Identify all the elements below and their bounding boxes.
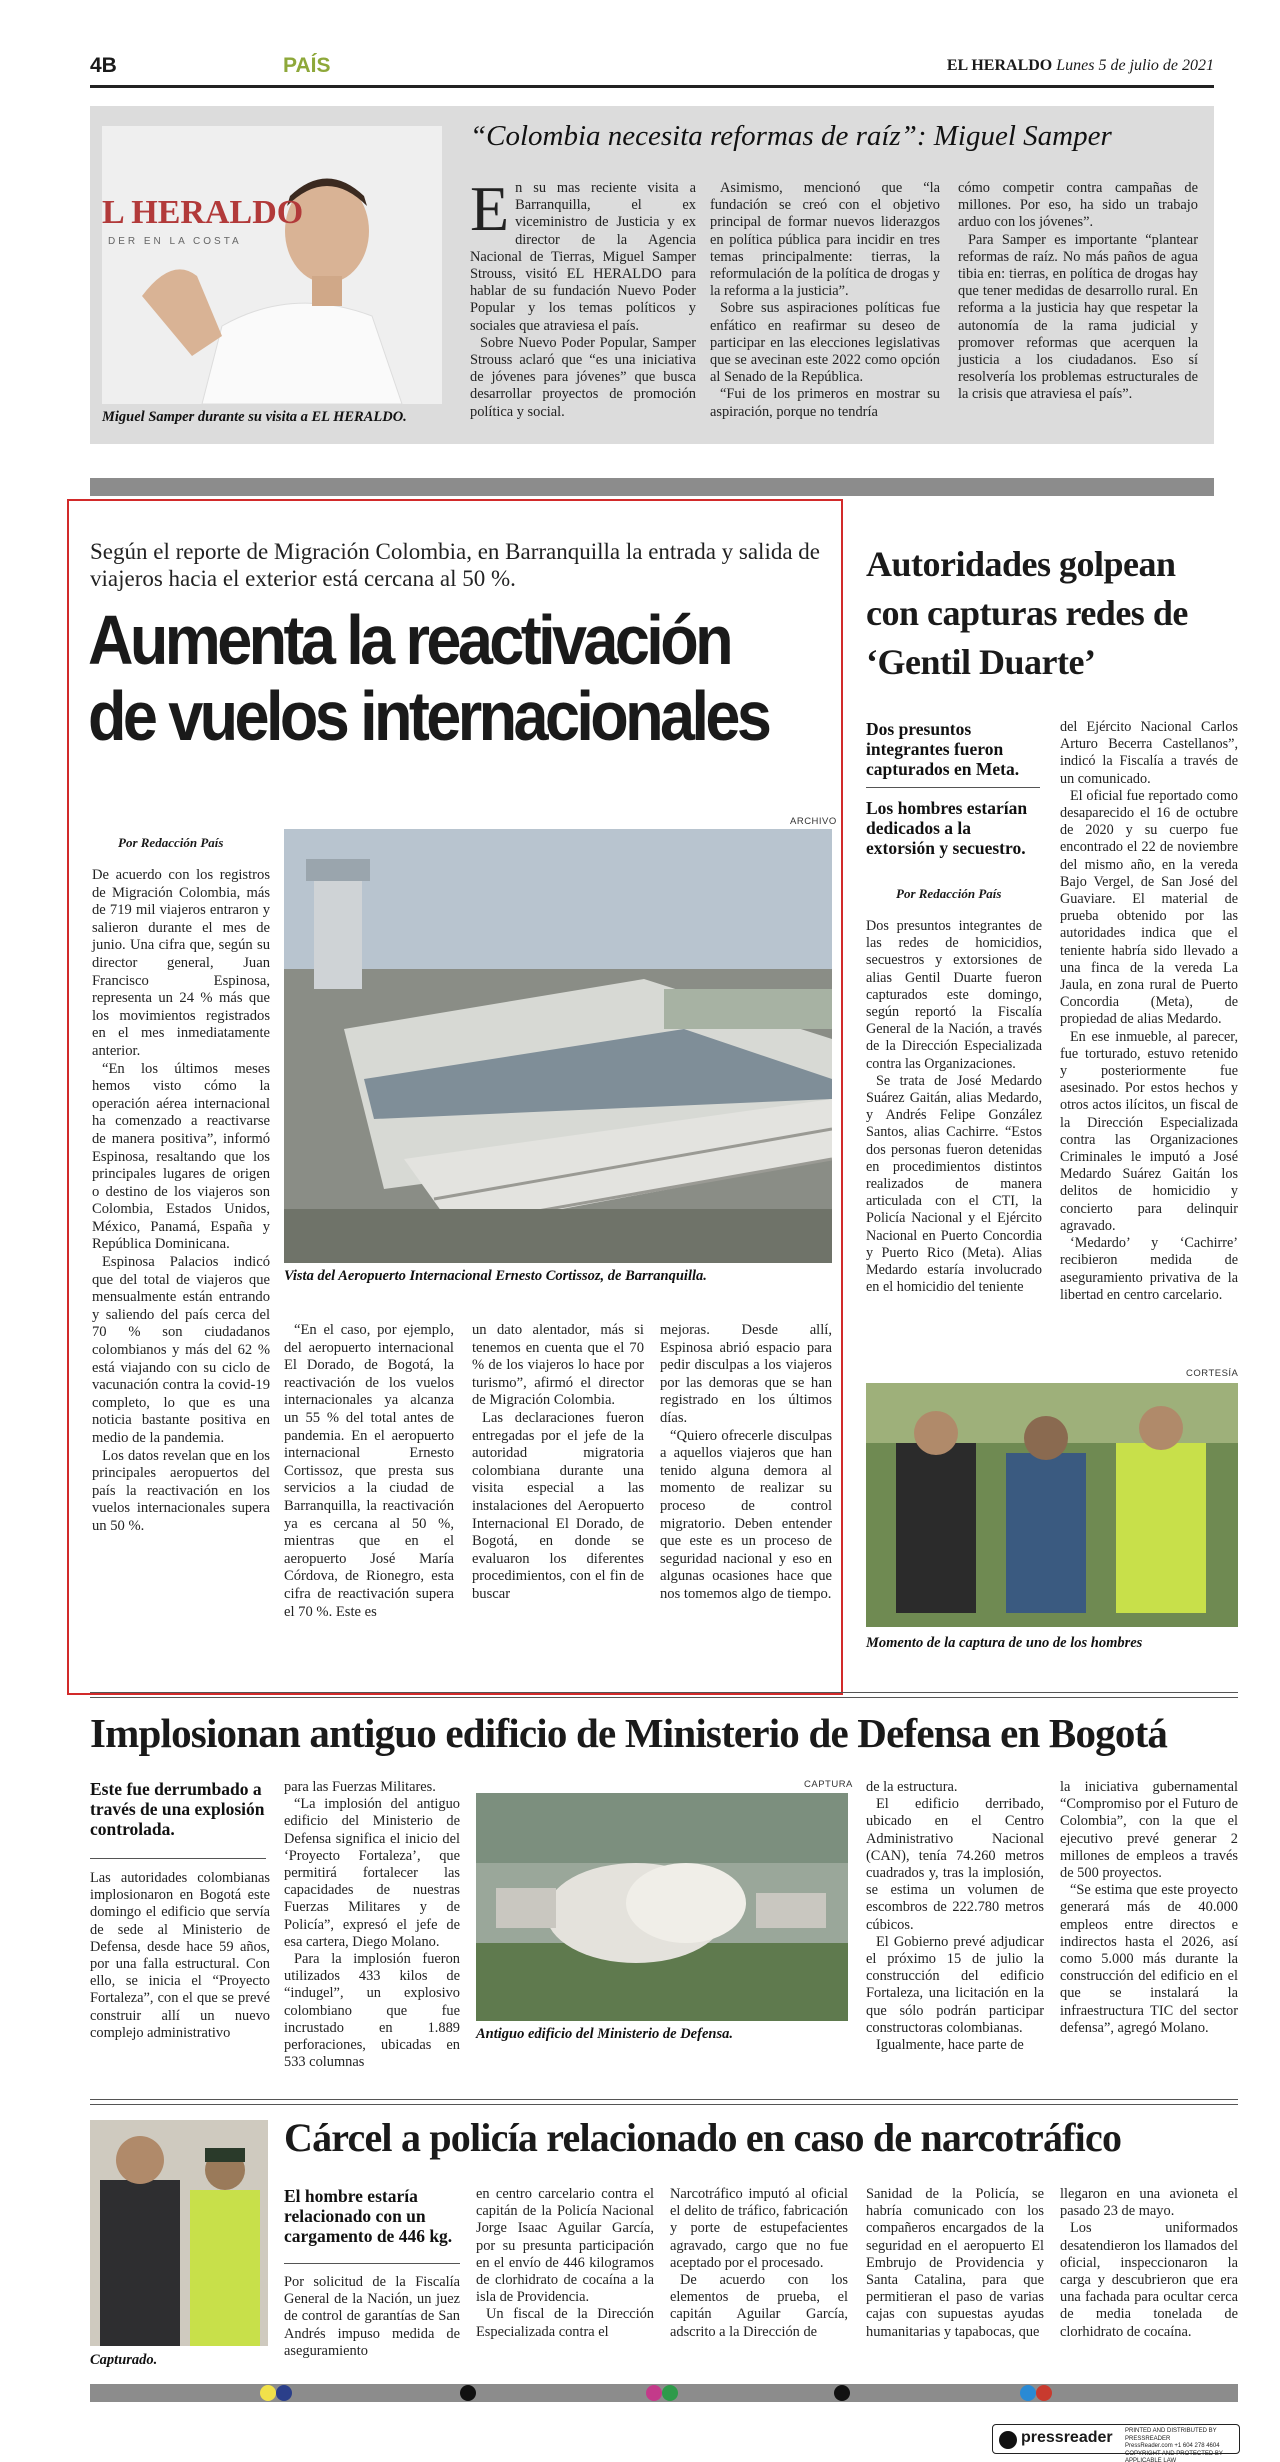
pressreader-wordmark: pressreader <box>1021 2429 1113 2446</box>
carcel-col-1 <box>284 2274 460 2360</box>
vuelos-col4-para: mejoras. Desde allí, Espinosa abrió espacio para pedir disculpas a los viajeros por las demoras que se han registrado en los últimos días. <box>660 1322 832 1426</box>
airport-graphic <box>284 829 832 1263</box>
carcel-col-2 <box>476 2186 654 2341</box>
capture-photo <box>866 1383 1238 1627</box>
defensa-col2-para: Para la implosión fueron utilizados 433 kilos de “indugel”, un explosivo colombiano que fue incrustado en 1.889 perforaciones, ubicadas en 533 columnas <box>284 1951 460 2071</box>
duarte-byline: Por Redacción País <box>896 886 1002 901</box>
defensa-col-1 <box>90 1870 270 2042</box>
vuelos-left-para: “En los últimos meses hemos visto cómo la operación aérea internacional ha comenzado a reactivarse de manera positiva”, informó Espinosa, resaltando que los principales lugares de origen o destino de los viajeros son Colombia, Estados Unidos, México, Panamá, España y República Dominicana. <box>92 1060 270 1253</box>
defensa-summary-rule <box>90 1858 266 1859</box>
duarte-col-1 <box>866 918 1042 1296</box>
masthead-date-line <box>947 57 1214 75</box>
newspaper-name: EL HERALDO <box>946 57 1053 74</box>
fineprint-line: PressReader.com +1 604 278 4604 <box>1125 2443 1220 2449</box>
vuelos-byline: Por Redacción País <box>118 835 224 850</box>
defensa-summary: Este fue derrumbado a través de una explosión controlada. <box>90 1779 265 1839</box>
registration-mark-red <box>1036 2385 1052 2401</box>
carcel-caption: Capturado. <box>90 2352 158 2368</box>
vuelos-left-para: Espinosa Palacios indicó que del total de viajeros que mensualmente están entrando y saliendo del país cerca del 70 % son ciudadanos colombianos y más del 62 % está viajando con su ciclo de vacunación contra la covid-19 completo, lo que es una noticia bastante positiva en medio de la pandemia. <box>92 1254 270 1446</box>
defensa-col3-para: El Gobierno prevé adjudicar el próximo 15 de julio la construcción del edificio Fortaleza, una licitación en la que sólo podrán participar constructoras colombianas. <box>866 1933 1044 2036</box>
vuelos-headline <box>88 602 772 754</box>
defensa-col1-para: Las autoridades colombianas implosionaron en Bogotá este domingo el edificio que servía de sede al Ministerio de Defensa, desde hace 59 años, por una falla estructural. Con ello, se inicia el “Proyecto Fortaleza”, con el que se prevé construir allí un nuevo complejo administrativo <box>90 1870 270 2041</box>
airport-photo <box>284 829 832 1263</box>
duarte-summary-block <box>866 719 1040 858</box>
samper-col1-para: Sobre Nuevo Poder Popular, Samper Strouss aclaró que “es una iniciativa de jóvenes para jóvenes” que busca desarrollar proyectos de promoción política y social. <box>470 334 696 420</box>
carcel-top-rule-2 <box>90 2104 1238 2105</box>
page-header <box>90 54 1214 82</box>
carcel-col-4 <box>866 2186 1044 2341</box>
defensa-col-4 <box>1060 1779 1238 2037</box>
defensa-col4-para: la iniciativa gubernamental “Compromiso por el Futuro de Colombia”, con la que el ejecutivo prevé generar 2 millones de empleos a través de 500 proyectos. <box>1060 1779 1238 1882</box>
defensa-top-rule <box>90 1692 1238 1693</box>
vuelos-photo-credit: ARCHIVO <box>790 816 837 827</box>
defensa-col4-para: “Se estima que este proyecto generará más de 40.000 empleos entre directos e indirectos hasta el 2026, así como 5.000 más durante la construcción del edificio en el que se instalará la infraestructura TIC del sector defensa”, agregó Molano. <box>1060 1882 1238 2036</box>
samper-col-1 <box>470 173 696 421</box>
footer-bar <box>90 2384 1238 2402</box>
registration-mark-black <box>460 2385 476 2401</box>
fineprint-line: PRINTED AND DISTRIBUTED BY PRESSREADER <box>1125 2428 1217 2442</box>
carcel-col5-para: Los uniformados desatendieron los llamados del oficial, inspeccionaron la carga y descubrieron que era una fachada para ocultar cerca de media tonelada de clorhidrato de cocaína. <box>1060 2220 1238 2340</box>
duarte-col2-para: ‘Medardo’ y ‘Cachirre’ recibieron medida de aseguramiento privativa de la libertad en centro carcelario. <box>1060 1235 1238 1303</box>
implosion-photo <box>476 1793 848 2021</box>
vuelos-col-4 <box>660 1322 832 1604</box>
samper-col3-para: Para Samper es importante “plantear reformas de raíz. No más paños de agua tibia en: tierras, en política de drogas hay que tener medidas de desarrollo rural. En reforma a la justicia hay que respetar la autonomía de la rama judicial y promover reformas que acerquen la justicia a los ciudadanos. Eso sí resolvería los problemas estructurales de la crisis que atraviesa el país”. <box>958 231 1198 403</box>
samper-col2-para: Asimismo, mencionó que “la fundación se creó con el objetivo principal de formar nuevos liderazgos en política pública para incidir en tres temas principalmente: tierras, la reformulación de la política de drogas y la reforma a la justicia”. <box>710 180 940 300</box>
vuelos-col3-para: un dato alentador, más si tenemos en cuenta que el 70 % de los viajeros lo hace por turismo”, afirmó el director de Migración Colombia. <box>472 1322 644 1409</box>
duarte-col2-para: del Ejército Nacional Carlos Arturo Becerra Castellanos”, indicó la Fiscalía a través de un comunicado. <box>1060 719 1238 787</box>
carcel-col5-para: llegaron en una avioneta el pasado 23 de mayo. <box>1060 2186 1238 2220</box>
vuelos-headline-line-2: de vuelos internacionales <box>88 677 769 755</box>
samper-feature-box <box>90 106 1214 444</box>
photo-wall-subtext: DER EN LA COSTA <box>108 236 242 247</box>
carcel-col3-para: Narcotráfico imputó al oficial el delito de tráfico, fabricación y porte de estupefacientes agravado, cargo que no fue aceptado por el procesado. <box>670 2186 848 2271</box>
header-rule <box>90 85 1214 88</box>
samper-col3-para: cómo competir contra campañas de millones. Por eso, ha sido un trabajo arduo con los jóvenes”. <box>958 180 1198 231</box>
carcel-summary-block <box>284 2186 460 2246</box>
defensa-col3-para: El edificio derribado, ubicado en el Centro Administrativo Nacional (CAN), tenía 74.260 metros cuadrados y, tras la implosión, se estima un volumen de escombros de 222.780 metros cúbicos. <box>866 1796 1044 1933</box>
carcel-summary-rule <box>284 2263 460 2264</box>
gray-divider-bar <box>90 478 1214 496</box>
duarte-col-2 <box>1060 719 1238 1304</box>
duarte-col1-para: Dos presuntos integrantes de las redes de homicidios, secuestros y extorsiones de alias Gentil Duarte fueron capturados este domingo, según reportó la Fiscalía General de la Nación, a través de la Dirección Especializada contra las Organizaciones. <box>866 918 1042 1072</box>
issue-date: Lunes 5 de julio de 2021 <box>1056 57 1214 74</box>
defensa-col-3 <box>866 1779 1044 2054</box>
registration-mark-black <box>834 2385 850 2401</box>
carcel-col3-para: De acuerdo con los elementos de prueba, el capitán Aguilar García, adscrito a la Dirección de <box>670 2272 848 2340</box>
carcel-col2-para: Un fiscal de la Dirección Especializada contra el <box>476 2306 654 2340</box>
samper-title: “Colombia necesita reformas de raíz”: Miguel Samper <box>470 120 1112 152</box>
samper-photo <box>102 126 442 404</box>
registration-mark-blue <box>276 2385 292 2401</box>
implosion-graphic <box>476 1793 848 2021</box>
captured-officer-photo <box>90 2120 268 2346</box>
defensa-col3-para: Igualmente, hace parte de <box>876 2037 1024 2054</box>
samper-col1-text: n su mas reciente visita a Barranquilla, el ex viceministro de Justicia y ex director de la Agencia Nacional de Tierras, Miguel Samper Strouss, visitó EL HERALDO para hablar de su fundación Nuevo Poder Popular y los temas políticos y sociales que atraviesa el país. <box>470 180 696 334</box>
carcel-col-5 <box>1060 2186 1238 2341</box>
carcel-col1-para: Por solicitud de la Fiscalía General de la Nación, un juez de control de garantías de San Andrés impuso medida de aseguramiento <box>284 2274 460 2359</box>
photo-wall-text: L HERALDO <box>102 194 304 231</box>
defensa-caption: Antiguo edificio del Ministerio de Defensa. <box>476 2026 733 2042</box>
samper-dropcap: E <box>470 173 510 244</box>
duarte-col2-para: En ese inmueble, al parecer, fue torturado, estuvo retenido y posteriormente fue asesinado. Por estos hechos y otros actos ilícitos, un fiscal de la Dirección Especializada contra las Organizaciones Criminales le imputó a José Medardo Suárez Gaitán los delitos de homicidio y concierto para delinquir agravado. <box>1060 1028 1238 1234</box>
duarte-col1-para: Se trata de José Medardo Suárez Gaitán, alias Medardo, y Andrés Felipe González Santos, alias Cachirre. “Estos dos personas fueron detenidas en procedimientos distintos realizados de manera articulada con el CTI, la Policía Nacional y el Ejército Nacional en Puerto Concordia y Puerto Rico (Meta). Alias Medardo estaría involucrado en el homicidio del teniente <box>866 1072 1042 1296</box>
duarte-caption: Momento de la captura de uno de los hombres <box>866 1635 1143 1651</box>
vuelos-kicker: Según el reporte de Migración Colombia, en Barranquilla la entrada y salida de viajeros hacia el exterior está cercana al 50 %. <box>90 539 821 591</box>
fineprint-line: COPYRIGHT AND PROTECTED BY APPLICABLE LAW <box>1125 2450 1223 2462</box>
vuelos-col4-para: “Quiero ofrecerle disculpas a aquellos viajeros que han tenido alguna demora al momento de realizar su proceso de control migratorio. Deben entender que este es un proceso de seguridad nacional y eso en algunas ocasiones hace que nos tomemos algo de tiempo. <box>660 1427 832 1602</box>
samper-portrait-graphic <box>102 126 442 404</box>
defensa-headline: Implosionan antiguo edificio de Ministerio de Defensa en Bogotá <box>90 1710 1168 1756</box>
registration-mark-magenta <box>646 2385 662 2401</box>
vuelos-left-para: De acuerdo con los registros de Migración Colombia, más de 719 mil viajeros entraron y salieron durante el mes de junio. Una cifra que, según su director general, Juan Francisco Espinosa, representa un 24 % más que los movimientos registrados en el mes inmediatamente anterior. <box>92 867 270 1059</box>
vuelos-col2-para: “En el caso, por ejemplo, del aeropuerto internacional El Dorado, de Bogotá, la reactivación de los vuelos internacionales ya alcanza un 55 % del total antes de pandemia. En el aeropuerto internacional Ernesto Cortissoz, que presta sus servicios a la ciudad de Barranquilla, la reactivación ya es cercana al 50 %, mientras que en el aeropuerto José María Córdova, de Rionegro, esta cifra de reactivación supera el 70 %. Este es <box>284 1322 454 1620</box>
carcel-headline: Cárcel a policía relacionado en caso de narcotráfico <box>284 2115 1122 2160</box>
vuelos-caption: Vista del Aeropuerto Internacional Ernesto Cortissoz, de Barranquilla. <box>284 1268 707 1284</box>
duarte-summary-1: Dos presuntos integrantes fueron capturados en Meta. <box>866 719 1040 788</box>
defensa-top-rule-2 <box>90 1697 1238 1698</box>
capture-graphic <box>866 1383 1238 1627</box>
carcel-top-rule <box>90 2099 1238 2100</box>
samper-col-3 <box>958 180 1198 404</box>
duarte-col2-para: El oficial fue reportado como desaparecido el 16 de octubre de 2020 y su cuerpo fue encontrado el 22 de noviembre del mismo año, en la vereda Bajo Vergel, de San José del Guaviare. El material de prueba obtenido por las autoridades indica que el teniente habría sido llevado a una finca de la vereda La Jaula, en zona rural de Puerto Concordia (Meta), de propiedad de alias Medardo. <box>1060 787 1238 1028</box>
officer-graphic <box>90 2120 268 2346</box>
carcel-col4-para: Sanidad de la Policía, se habría comunicado con los compañeros encargados de la seguridad en el aeropuerto El Embrujo de Providencia y Santa Catalina, para que permitieran el paso de varias cajas con supuestas ayudas humanitarias y tapabocas, que <box>866 2186 1044 2340</box>
page-number: 4B <box>90 54 117 77</box>
defensa-col2-para: “La implosión del antiguo edificio del Ministerio de Defensa significa el inicio del ‘Proyecto Fortaleza’, que permitirá fortalecer las capacidades de nuestras Fuerzas Militares y de Policía”, expresó el jefe de esa cartera, Diego Molano. <box>284 1796 460 1950</box>
registration-mark-yellow <box>260 2385 276 2401</box>
vuelos-col-2 <box>284 1322 454 1621</box>
defensa-summary-block <box>90 1779 266 1839</box>
samper-col-2 <box>710 180 940 421</box>
duarte-summary-2: Los hombres estarían dedicados a la extorsión y secuestro. <box>866 798 1028 858</box>
pressreader-fineprint <box>1125 2428 1237 2462</box>
vuelos-left-column <box>92 867 270 1536</box>
vuelos-headline-line-1: Aumenta la reactivación <box>88 601 730 679</box>
samper-col2-para: Sobre sus aspiraciones políticas fue enfático en reafirmar su deseo de participar en las elecciones legislativas que se avecinan este 2022 como opción al Senado de la República. <box>710 300 940 386</box>
vuelos-left-para: Los datos revelan que en los principales aeropuertos del país la reactivación en los vuelos internacionales supera un 50 %. <box>92 1447 270 1534</box>
registration-mark-cyan <box>1020 2385 1036 2401</box>
vuelos-col-3 <box>472 1322 644 1604</box>
samper-caption: Miguel Samper durante su visita a EL HERALDO. <box>102 409 407 425</box>
registration-mark-green <box>662 2385 678 2401</box>
carcel-col-3 <box>670 2186 848 2341</box>
defensa-col3-para: de la estructura. <box>866 1779 958 1795</box>
defensa-photo-credit: CAPTURA <box>804 1779 853 1790</box>
section-label: PAÍS <box>283 54 331 77</box>
duarte-headline: Autoridades golpean con capturas redes de ‘Gentil Duarte’ <box>866 544 1188 682</box>
defensa-col2-para: para las Fuerzas Militares. <box>284 1779 436 1795</box>
pressreader-icon <box>999 2431 1017 2449</box>
pressreader-badge[interactable] <box>992 2424 1240 2462</box>
carcel-col2-para: en centro carcelario contra el capitán de la Policía Nacional Jorge Isaac Aguilar García, por su presunta participación en el envío de 446 kilogramos de clorhidrato de cocaína a la isla de Providencia. <box>476 2186 654 2306</box>
duarte-photo-credit: CORTESÍA <box>1186 1368 1239 1379</box>
samper-col2-para: “Fui de los primeros en mostrar su aspiración, porque no tendría <box>710 386 940 420</box>
defensa-col-2 <box>284 1779 460 2071</box>
vuelos-col3-para: Las declaraciones fueron entregadas por el jefe de la autoridad migratoria colombiana durante una visita especial a las instalaciones del Aeropuerto Internacional El Dorado, de Bogotá, en donde se evaluaron los diferentes procedimientos, con el fin de buscar <box>472 1409 644 1602</box>
carcel-summary: El hombre estaría relacionado con un cargamento de 446 kg. <box>284 2186 453 2246</box>
